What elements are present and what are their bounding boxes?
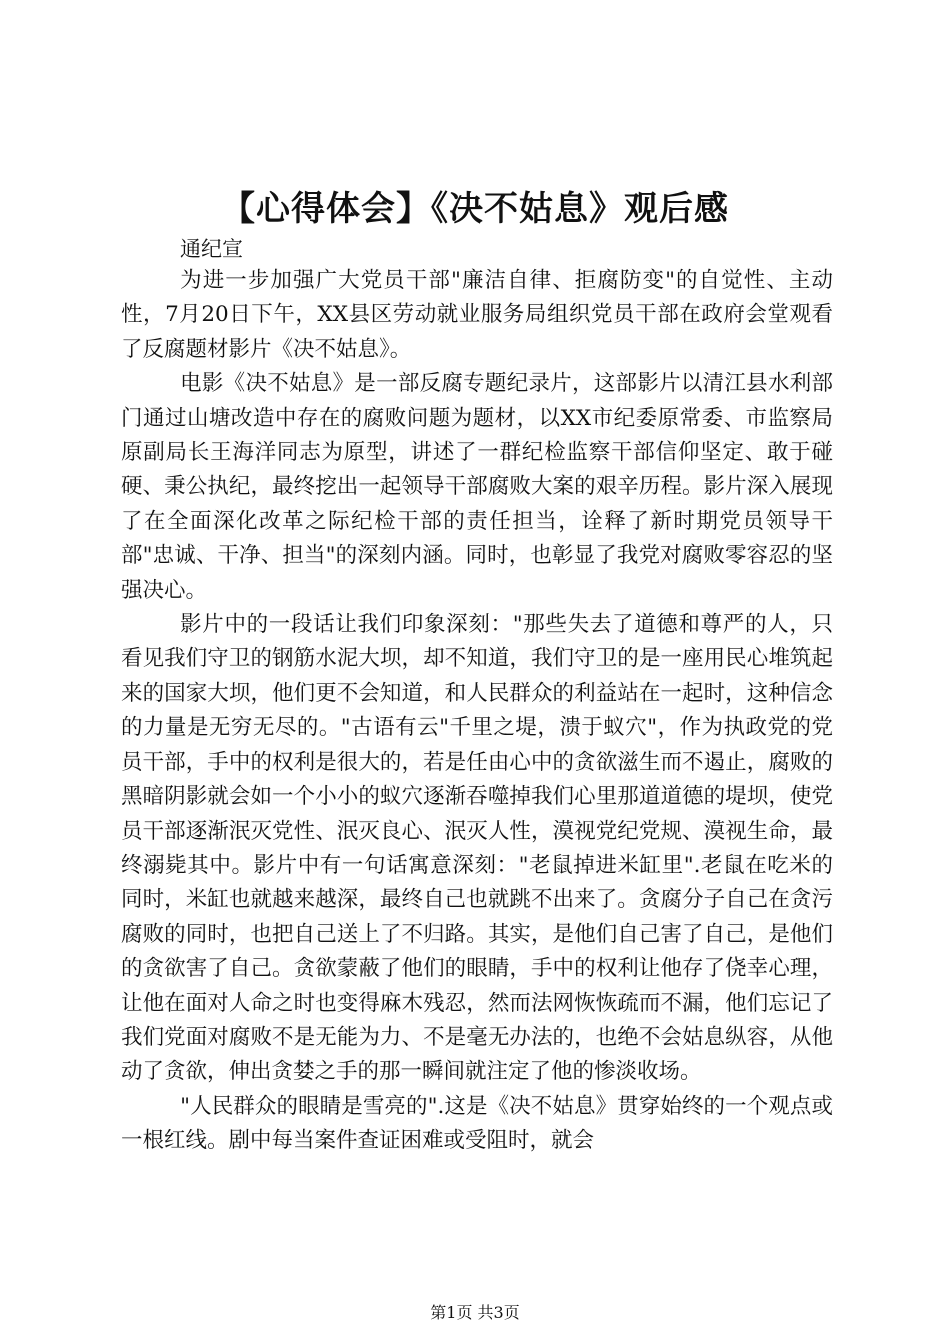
page-footer: 第1页 共3页 — [430, 1303, 520, 1322]
paragraph: 为进一步加强广大党员干部"廉洁自律、拒腐防变"的自觉性、主动性，7月20日下午，XX县区劳动就业服务局组织党员干部在政府会堂观看了反腐题材影片《决不姑息》。 — [121, 268, 833, 362]
document-title: 【心得体会】《决不姑息》观后感 — [221, 189, 729, 229]
paragraph: 影片中的一段话让我们印象深刻："那些失去了道德和尊严的人，只看见我们守卫的钢筋水泥大坝，却不知道，我们守卫的是一座用民心堆筑起来的国家大坝，他们更不会知道，和人民群众的利益站在一起时，这种信念的力量是无穷无尽的。"古语有云"千里之堤，溃于蚁穴"，作为执政党的党员干部，手中的权利是很大的，若是任由心中的贪欲滋生而不遏止，腐败的黑暗阴影就会如一个小小的蚁穴逐渐吞噬掉我们心里那道道德的堤坝，使党员干部逐渐泯灭党性、泯灭良心、泯灭人性，漠视党纪党规、漠视生命，最终溺毙其中。影片中有一句话寓意深刻："老鼠掉进米缸里".老鼠在吃米的同时，米缸也就越来越深，最终自己也就跳不出来了。贪腐分子自己在贪污腐败的同时，也把自己送上了不归路。其实，是他们自己害了自己，是他们的贪欲害了自己。贪欲蒙蔽了他们的眼睛，手中的权利让他存了侥幸心理，让他在面对人命之时也变得麻木残忍，然而法网恢恢疏而不漏，他们忘记了我们党面对腐败不是无能为力、不是毫无办法的，也绝不会姑息纵容，从他动了贪欲，伸出贪婪之手的那一瞬间就注定了他的惨淡收场。 — [121, 612, 833, 1085]
author-line: 通纪宣 — [180, 237, 243, 261]
paragraph: 电影《决不姑息》是一部反腐专题纪录片，这部影片以清江县水利部门通过山塘改造中存在的腐败问题为题材，以XX市纪委原常委、市监察局原副局长王海洋同志为原型，讲述了一群纪检监察干部信仰坚定、敢于碰硬、秉公执纪，最终挖出一起领导干部腐败大案的艰辛历程。影片深入展现了在全面深化改革之际纪检干部的责任担当，诠释了新时期党员领导干部"忠诚、干净、担当"的深刻内涵。同时，也彰显了我党对腐败零容忍的坚强决心。 — [121, 371, 833, 603]
paragraph: "人民群众的眼睛是雪亮的".这是《决不姑息》贯穿始终的一个观点或一根红线。剧中每当案件查证困难或受阻时，就会 — [121, 1093, 833, 1154]
document-body — [121, 264, 833, 1159]
